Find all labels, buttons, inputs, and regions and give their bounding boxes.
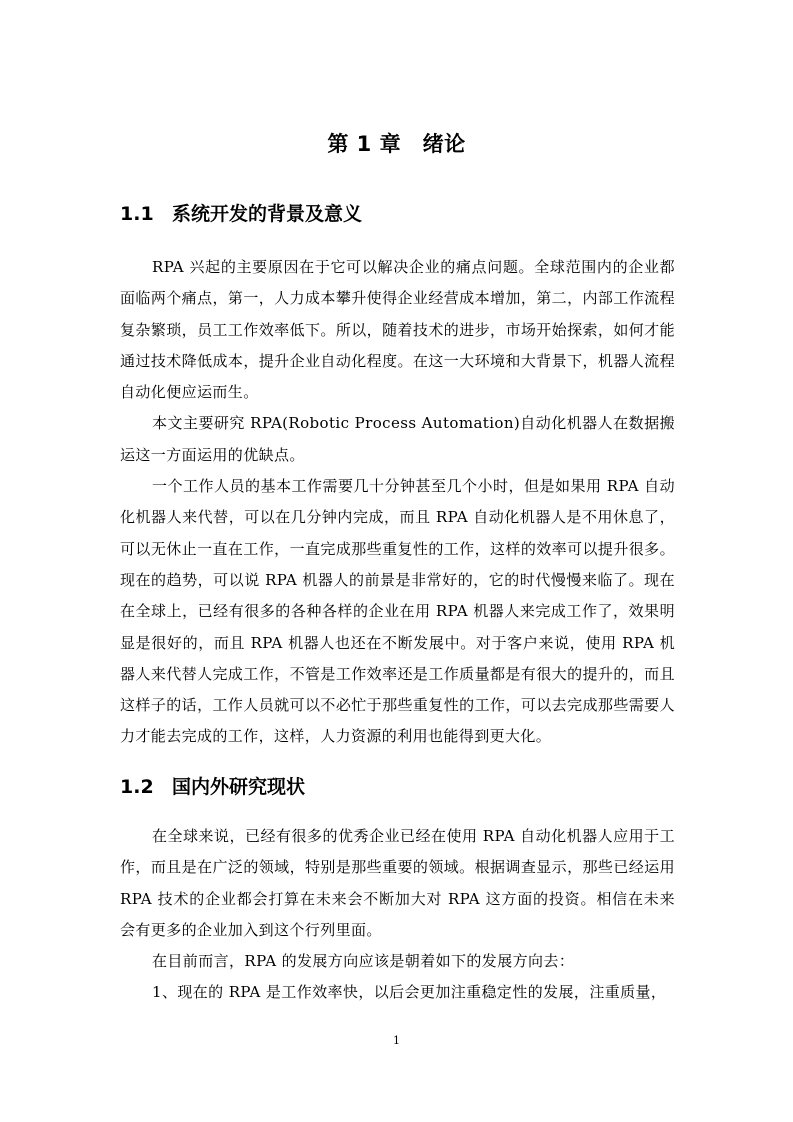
chapter-title: 第 1 章 绪论 [327,132,466,156]
section-title: 系统开发的背景及意义 [172,203,363,225]
paragraph: 在全球来说，已经有很多的优秀企业已经在使用 RPA 自动化机器人应用于工作，而且是在广泛的领域，特别是那些重要的领域。根据调查显示，那些已经运用 RPA 技术的企业都会打算在未来会不断加大对 RPA 这方面的投资。相信在未来会有更多的企业加入到这个行列里面。 [120,827,675,939]
paragraph: 本文主要研究 RPA(Robotic Process Automation)自动化机器人在数据搬运这一方面运用的优缺点。 [120,414,675,464]
section-number: 1.2 [120,776,154,798]
section-title: 国内外研究现状 [172,776,306,798]
section-heading-1-2 [120,772,305,802]
page-number: 1 [393,1034,400,1047]
section-heading-1-1 [120,199,362,229]
section-number: 1.1 [120,203,154,225]
section-body-1-2 [120,821,675,1009]
section-body-1-1 [120,252,675,753]
paragraph: RPA 兴起的主要原因在于它可以解决企业的痛点问题。全球范围内的企业都面临两个痛点，第一，人力成本攀升使得企业经营成本增加，第二，内部工作流程复杂繁琐，员工工作效率低下。所以，随着技术的进步，市场开始探索，如何才能通过技术降低成本，提升企业自动化程度。在这一大环境和大背景下，机器人流程自动化便应运而生。 [120,258,675,402]
paragraph: 一个工作人员的基本工作需要几十分钟甚至几个小时，但是如果用 RPA 自动化机器人来代替，可以在几分钟内完成，而且 RPA 自动化机器人是不用休息了，可以无休止一直在工作，一直完成那些重复性的工作，这样的效率可以提升很多。现在的趋势，可以说 RPA 机器人的前景是非常好的，它的时代慢慢来临了。现在在全球上，已经有很多的各种各样的企业在用 RPA 机器人来完成工作了，效果明显是很好的，而且 RPA 机器人也还在不断发展中。对于客户来说，使用 RPA 机器人来代替人完成工作，不管是工作效率还是工作质量都是有很大的提升的，而且这样子的话，工作人员就可以不必忙于那些重复性的工作，可以去完成那些需要人力才能去完成的工作，这样，人力资源的利用也能得到更大化。 [120,477,675,746]
paragraph: 在目前而言，RPA 的发展方向应该是朝着如下的发展方向去： [152,952,575,971]
paragraph: 1、现在的 RPA 是工作效率快，以后会更加注重稳定性的发展，注重质量， [152,983,667,1002]
